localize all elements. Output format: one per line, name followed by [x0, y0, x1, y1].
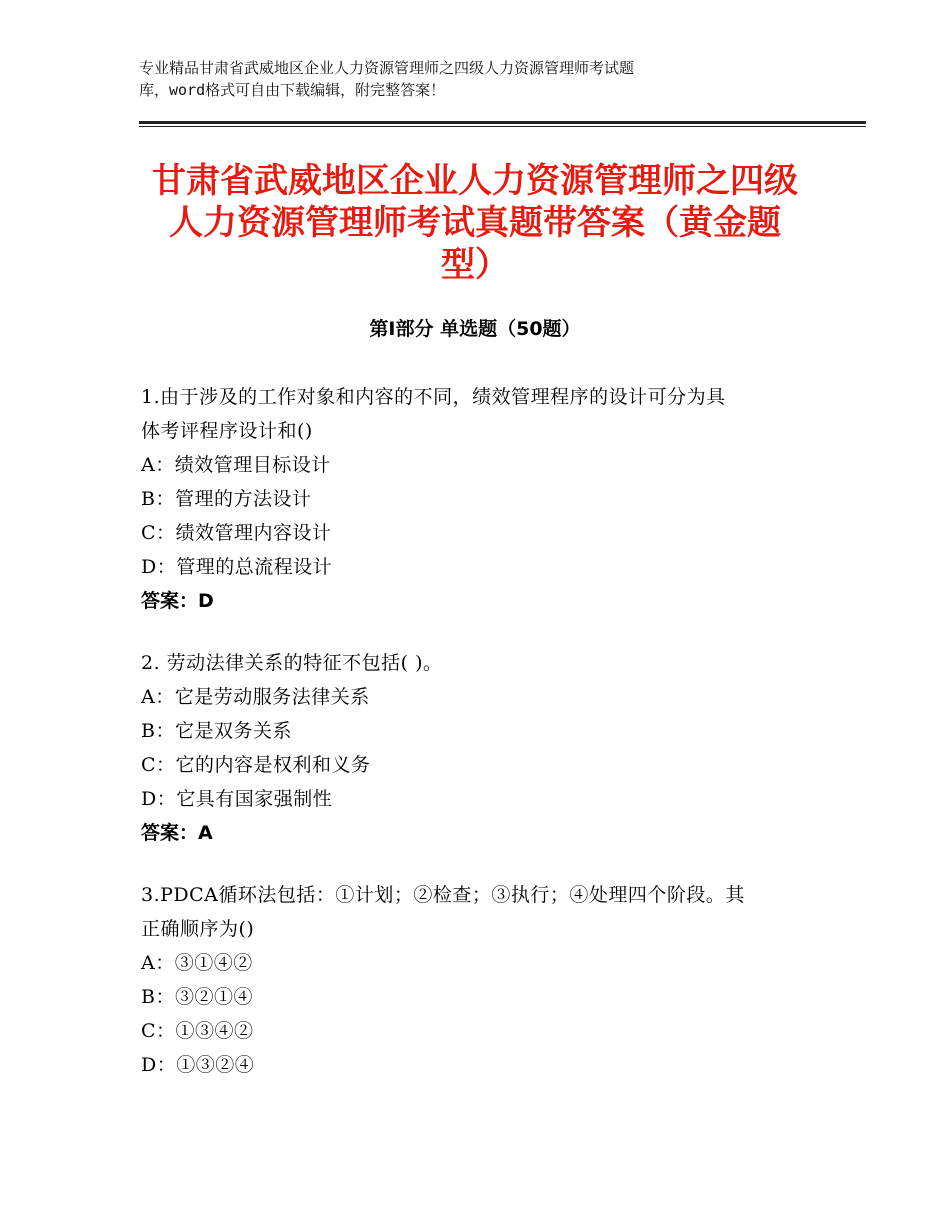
question-stem: 1.由于涉及的工作对象和内容的不同，绩效管理程序的设计可分为具	[141, 386, 726, 408]
question-3	[141, 878, 821, 1082]
option-a: A：③①④②	[141, 952, 253, 974]
option-a: A：它是劳动服务法律关系	[141, 686, 370, 708]
option-c: C：它的内容是权利和义务	[141, 754, 371, 776]
header-line-1: 专业精品甘肃省武威地区企业人力资源管理师之四级人力资源管理师考试题	[139, 59, 635, 77]
answer-label: 答案：D	[141, 590, 214, 612]
title-line-3: 型）	[441, 245, 509, 285]
document-title	[139, 160, 811, 286]
title-line-2: 人力资源管理师考试真题带答案（黄金题	[169, 203, 781, 243]
header-divider-thin	[139, 126, 866, 127]
option-c: C：绩效管理内容设计	[141, 522, 332, 544]
option-b: B：管理的方法设计	[141, 488, 312, 510]
question-stem: 2. 劳动法律关系的特征不包括( )。	[141, 652, 443, 674]
question-stem-continued: 正确顺序为()	[141, 918, 255, 940]
question-list	[141, 380, 821, 1110]
option-b: B：它是双务关系	[141, 720, 292, 742]
option-d: D：①③②④	[141, 1054, 255, 1076]
title-line-1: 甘肃省武威地区企业人力资源管理师之四级	[152, 161, 798, 201]
option-c: C：①③④②	[141, 1020, 254, 1042]
option-b: B：③②①④	[141, 986, 253, 1008]
option-a: A：绩效管理目标设计	[141, 454, 331, 476]
section-heading: 第Ⅰ部分 单选题（50题）	[369, 318, 581, 340]
header-divider-thick	[139, 121, 866, 124]
question-stem-continued: 体考评程序设计和()	[141, 420, 313, 442]
header-line-2: 库，word格式可自由下载编辑，附完整答案！	[139, 81, 446, 99]
question-2	[141, 646, 821, 850]
answer-label: 答案：A	[141, 822, 213, 844]
option-d: D：它具有国家强制性	[141, 788, 333, 810]
question-stem: 3.PDCA循环法包括：①计划；②检查；③执行；④处理四个阶段。其	[141, 884, 745, 906]
question-1	[141, 380, 821, 618]
option-d: D：管理的总流程设计	[141, 556, 333, 578]
page-header	[139, 57, 819, 101]
